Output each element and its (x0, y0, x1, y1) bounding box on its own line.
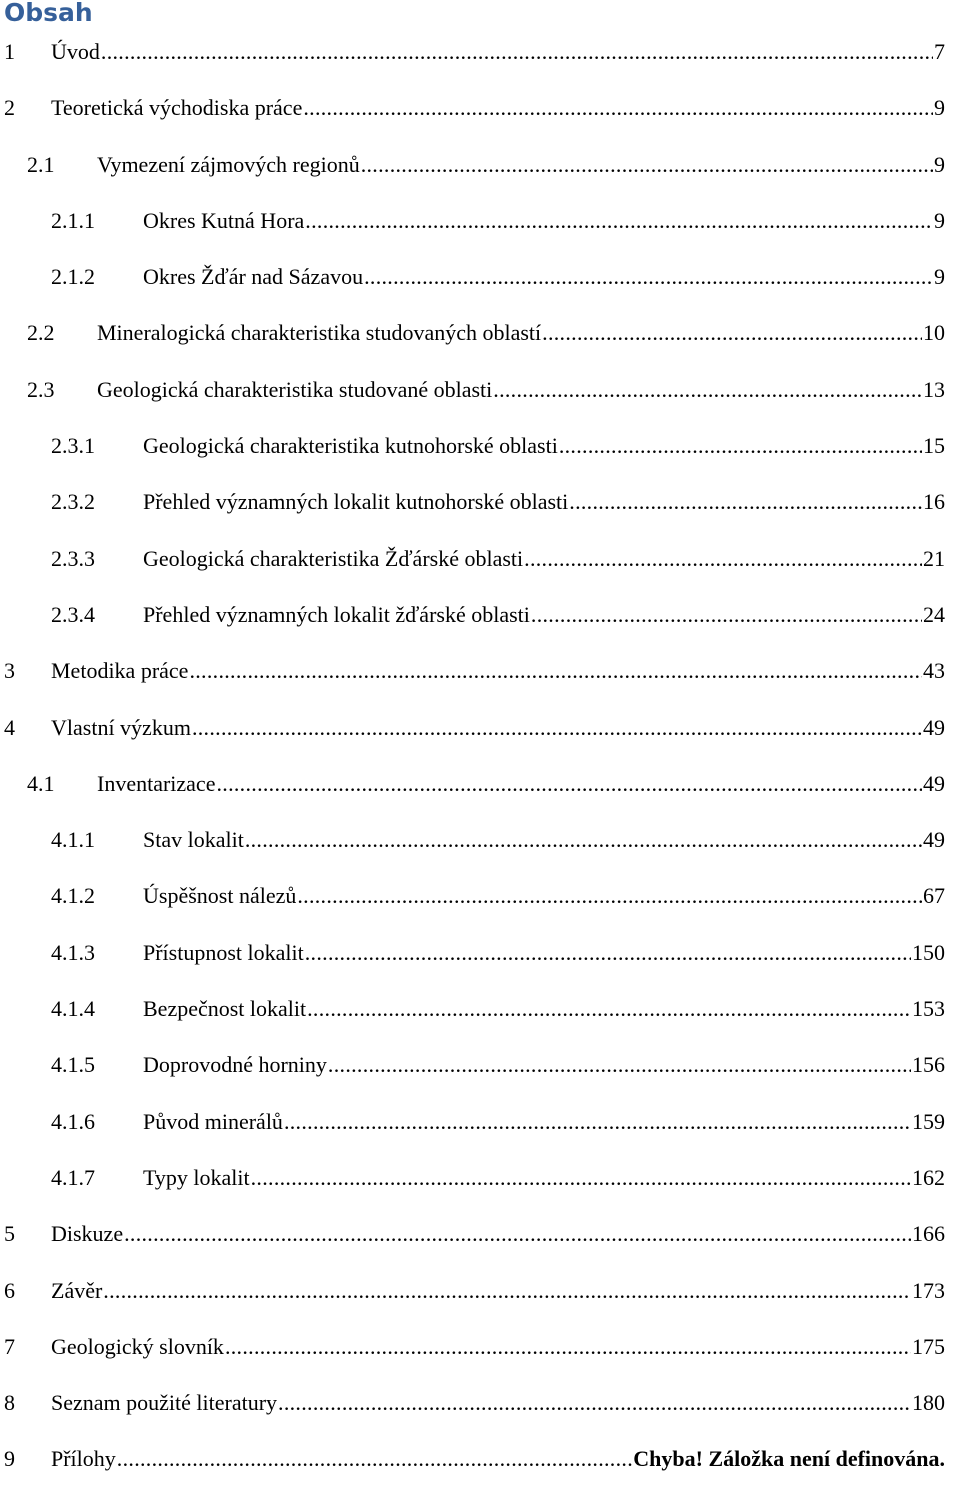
toc-entry-number: 6 (4, 1277, 15, 1303)
dot-leader (117, 1437, 632, 1481)
toc-entry-title[interactable]: Přehled významných lokalit žďárské oblasti (143, 601, 530, 627)
toc-entry-page-number: 67 (923, 883, 945, 909)
toc-entry-title[interactable]: Geologická charakteristika kutnohorské oblasti (143, 433, 558, 459)
toc-entry-number: 4.1.5 (51, 1052, 95, 1078)
toc-entry-title[interactable]: Okres Kutná Hora (143, 207, 305, 233)
toc-entry-title[interactable]: Inventarizace (97, 770, 216, 796)
toc-entry-number: 4.1.2 (51, 883, 95, 909)
toc-entry[interactable] (0, 1325, 960, 1381)
dot-leader (192, 706, 922, 750)
toc-entry[interactable] (0, 255, 960, 311)
toc-entry[interactable] (0, 30, 960, 86)
toc-entry[interactable] (0, 480, 960, 536)
toc-entry-number: 1 (4, 39, 15, 64)
toc-entry-row[interactable] (51, 424, 945, 468)
toc-entry-title[interactable]: Geologický slovník (51, 1333, 224, 1359)
toc-entry-title[interactable]: Vlastní výzkum (51, 714, 191, 740)
toc-entry-row[interactable] (51, 480, 945, 524)
toc-entry[interactable] (0, 818, 960, 874)
toc-entry-page-number: 175 (912, 1333, 945, 1359)
toc-entry-number: 9 (4, 1446, 15, 1472)
toc-entry-number: 2.1 (27, 151, 55, 177)
dot-leader (328, 1043, 911, 1087)
toc-entry-number: 2 (4, 95, 15, 121)
toc-entry-number: 2.3.4 (51, 601, 95, 627)
toc-entry-page-number: 9 (934, 95, 945, 121)
toc-entry-row[interactable] (51, 874, 945, 918)
toc-entry-page-number: 15 (923, 433, 945, 459)
toc-entry[interactable] (0, 649, 960, 705)
dot-leader (493, 368, 922, 412)
toc-entry-row[interactable] (4, 1325, 945, 1369)
toc-entry-row[interactable] (27, 311, 945, 355)
dot-leader (101, 30, 933, 74)
toc-entry-page-number: 180 (912, 1390, 945, 1416)
toc-entry-page-number: 13 (923, 376, 945, 402)
toc-entry-title[interactable]: Geologická charakteristika studované oblasti (97, 376, 493, 402)
toc-entry-page-number: 9 (934, 264, 945, 290)
toc-entry-number: 2.3.2 (51, 489, 95, 515)
toc-entry-row[interactable] (27, 762, 945, 806)
toc-entry-page-number: 9 (934, 151, 945, 177)
toc-entry-title[interactable]: Přehled významných lokalit kutnohorské oblasti (143, 489, 569, 515)
toc-entry-number: 2.2 (27, 320, 55, 346)
toc-entry-row[interactable] (4, 649, 945, 693)
toc-entry-number: 4.1.7 (51, 1164, 95, 1190)
toc-entry-page-number: 159 (912, 1108, 945, 1134)
toc-entry-row[interactable] (4, 1437, 945, 1481)
toc-entry-title[interactable]: Doprovodné horniny (143, 1052, 327, 1078)
dot-leader (251, 1156, 911, 1200)
toc-entry-row[interactable] (4, 706, 945, 750)
toc-entry[interactable] (0, 368, 960, 424)
toc-entry[interactable] (0, 143, 960, 199)
toc-entry[interactable] (0, 1381, 960, 1437)
toc-entry-title[interactable]: Vymezení zájmových regionů (97, 151, 360, 177)
dot-leader (542, 311, 922, 355)
toc-entry-title[interactable]: Teoretická východiska práce (51, 95, 303, 121)
toc-entry[interactable] (0, 86, 960, 142)
toc-entry-title[interactable]: Typy lokalit (143, 1164, 250, 1190)
toc-entry-row[interactable] (51, 987, 945, 1031)
toc-entry-page-number: 10 (923, 320, 945, 346)
toc-entry-row[interactable] (4, 1269, 945, 1313)
toc-entry-row[interactable] (51, 537, 945, 581)
toc-entry-title[interactable]: Závěr (51, 1277, 103, 1303)
toc-entry[interactable] (0, 537, 960, 593)
toc-entry-row[interactable] (51, 931, 945, 975)
toc-entry-title[interactable]: Původ minerálů (143, 1108, 283, 1134)
toc-entry-title[interactable]: Okres Žďár nad Sázavou (143, 264, 364, 290)
toc-entry-error-message: Chyba! Záložka není definována. (633, 1446, 945, 1472)
dot-leader (569, 480, 922, 524)
toc-entry-page-number: 49 (923, 827, 945, 853)
toc-entry-page-number: 16 (923, 489, 945, 515)
toc-entry-number: 2.3.1 (51, 433, 95, 459)
toc-entry-number: 8 (4, 1390, 15, 1416)
toc-entry[interactable] (0, 987, 960, 1043)
toc-entry[interactable] (0, 931, 960, 987)
dot-leader (189, 649, 922, 693)
toc-entry-row[interactable] (51, 818, 945, 862)
toc-entry-number: 4.1 (27, 770, 55, 796)
toc-entry-page-number: 7 (934, 39, 945, 64)
toc-entry-row[interactable] (4, 1381, 945, 1425)
toc-entry-row[interactable] (51, 199, 945, 243)
toc-entry-number: 2.3 (27, 376, 55, 402)
toc-entry-row[interactable] (51, 1043, 945, 1087)
toc-entry-number: 4.1.6 (51, 1108, 95, 1134)
toc-entry-title[interactable]: Seznam použité literatury (51, 1390, 278, 1416)
toc-entry[interactable] (0, 762, 960, 818)
toc-entry[interactable] (0, 1043, 960, 1099)
toc-entry-title[interactable]: Geologická charakteristika Žďárské oblasti (143, 545, 524, 571)
toc-entry-title[interactable]: Stav lokalit (143, 827, 244, 853)
toc-entry-page-number: 43 (923, 658, 945, 684)
dot-leader (297, 874, 922, 918)
toc-entry[interactable] (0, 593, 960, 649)
toc-entry-title[interactable]: Mineralogická charakteristika studovaných oblastí (97, 320, 542, 346)
toc-entry-title[interactable]: Diskuze (51, 1221, 124, 1247)
toc-entry[interactable] (0, 1212, 960, 1268)
dot-leader (284, 1100, 911, 1144)
dot-leader (278, 1381, 911, 1425)
toc-entry-title[interactable]: Metodika práce (51, 658, 189, 684)
toc-entry-row[interactable] (27, 368, 945, 412)
toc-heading: Obsah (4, 0, 93, 27)
toc-entry-number: 2.1.1 (51, 207, 95, 233)
toc-entry[interactable] (0, 199, 960, 255)
dot-leader (124, 1212, 911, 1256)
toc-entry-title[interactable]: Bezpečnost lokalit (143, 996, 307, 1022)
toc-entry-page-number: 49 (923, 714, 945, 740)
toc-entry-number: 2.3.3 (51, 545, 95, 571)
dot-leader (364, 255, 933, 299)
toc-entry-page-number: 150 (912, 939, 945, 965)
toc-entry[interactable] (0, 424, 960, 480)
toc-entry-row[interactable] (51, 593, 945, 637)
toc-entry-page-number: 24 (923, 601, 945, 627)
toc-entry-number: 4.1.1 (51, 827, 95, 853)
toc-entry[interactable] (0, 874, 960, 930)
toc-entry-row[interactable] (27, 143, 945, 187)
toc-entry-row[interactable] (4, 86, 945, 130)
dot-leader (303, 86, 933, 130)
toc-entry-number: 4.1.4 (51, 996, 95, 1022)
toc-entry-row[interactable] (51, 1156, 945, 1200)
toc-entry-row[interactable] (4, 1212, 945, 1256)
dot-leader (361, 143, 933, 187)
dot-leader (307, 987, 911, 1031)
toc-entry-title[interactable]: Přílohy (51, 1446, 116, 1472)
toc-entry[interactable] (0, 1156, 960, 1212)
dot-leader (103, 1269, 911, 1313)
toc-entry-title[interactable]: Úspěšnost nálezů (143, 883, 297, 909)
dot-leader (305, 931, 911, 975)
toc-entry-number: 7 (4, 1333, 15, 1359)
toc-entry-row[interactable] (51, 255, 945, 299)
toc-entry-page-number: 166 (912, 1221, 945, 1247)
toc-entry-page-number: 21 (923, 545, 945, 571)
toc-entry-row[interactable] (51, 1100, 945, 1144)
toc-entry-page-number: 162 (912, 1164, 945, 1190)
dot-leader (245, 818, 922, 862)
dot-leader (225, 1325, 911, 1369)
toc-entry-number: 2.1.2 (51, 264, 95, 290)
toc-entry-page-number: 156 (912, 1052, 945, 1078)
dot-leader (531, 593, 922, 637)
toc-entry[interactable] (0, 1437, 960, 1493)
toc-entry-row[interactable] (4, 30, 945, 74)
dot-leader (524, 537, 922, 581)
toc-entry[interactable] (0, 311, 960, 367)
toc-entry[interactable] (0, 1269, 960, 1325)
toc-entry-page-number: 9 (934, 207, 945, 233)
dot-leader (559, 424, 922, 468)
dot-leader (305, 199, 933, 243)
toc-list (0, 30, 960, 1494)
toc-entry-number: 3 (4, 658, 15, 684)
toc-entry-number: 4 (4, 714, 15, 740)
toc-entry-page-number: 49 (923, 770, 945, 796)
toc-entry-number: 5 (4, 1221, 15, 1247)
toc-entry-title[interactable]: Úvod (51, 39, 100, 64)
toc-entry-page-number: 153 (912, 996, 945, 1022)
toc-entry-page-number: 173 (912, 1277, 945, 1303)
toc-entry-number: 4.1.3 (51, 939, 95, 965)
toc-entry[interactable] (0, 1100, 960, 1156)
toc-entry-title[interactable]: Přístupnost lokalit (143, 939, 304, 965)
dot-leader (216, 762, 922, 806)
toc-entry[interactable] (0, 706, 960, 762)
